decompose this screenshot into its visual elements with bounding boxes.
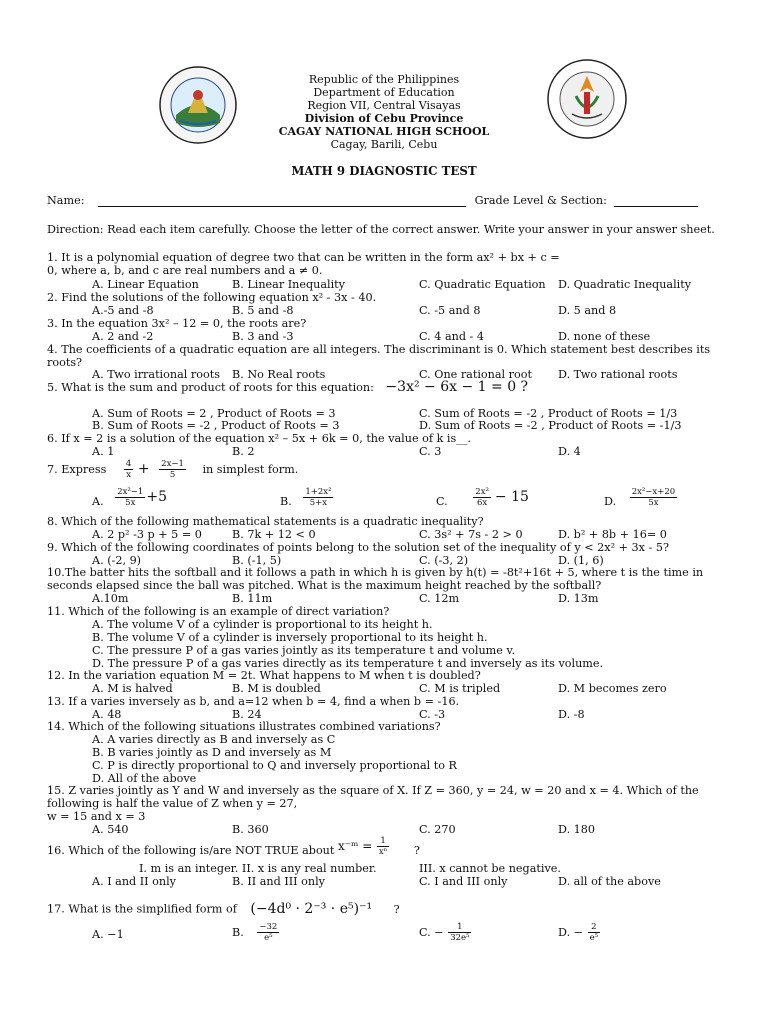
q15-choice-c[interactable]: C. 270 xyxy=(419,823,456,836)
q16-eq-fraction: $\frac{1}{\text{xⁿ}}$ xyxy=(378,836,388,857)
q2-choice-b[interactable]: B. 5 and -8 xyxy=(232,304,294,317)
q9-choice-c[interactable]: C. (-3, 2) xyxy=(419,554,469,567)
q14-choice-a[interactable]: A. A varies directly as B and inversely as C xyxy=(92,733,336,746)
q11-choice-c[interactable]: C. The pressure P of a gas varies jointly as its temperature t and volume v. xyxy=(92,644,516,657)
q16-choice-d[interactable]: D. all of the above xyxy=(558,875,661,888)
q16-statement-3: III. x cannot be negative. xyxy=(419,862,561,875)
q17-expression: (−4d⁰ · 2⁻³ · e⁵)⁻¹ xyxy=(250,900,373,917)
q13-choice-b[interactable]: B. 24 xyxy=(232,708,262,721)
q5-choice-c[interactable]: C. Sum of Roots = -2 , Product of Roots = 1/3 xyxy=(419,407,678,420)
q10-choice-d[interactable]: D. 13m xyxy=(558,592,599,605)
grade-label: Grade Level & Section: xyxy=(474,194,607,207)
q7-suffix: in simplest form. xyxy=(202,463,299,476)
q3-choice-a[interactable]: A. 2 and -2 xyxy=(92,330,154,343)
q16-qmark: ? xyxy=(413,844,420,857)
q11-choice-b[interactable]: B. The volume V of a cylinder is inversely proportional to its height h. xyxy=(92,631,488,644)
q6-choice-b[interactable]: B. 2 xyxy=(232,445,255,458)
header-address: Cagay, Barili, Cebu xyxy=(330,138,438,151)
q17-choice-d[interactable]: D. − $\frac{2}{\text{e⁵}}$ xyxy=(558,922,599,943)
question-14: 14. Which of the following situations illustrates combined variations? xyxy=(47,720,441,733)
question-15: 15. Z varies jointly as Y and W and inversely as the square of X. If Z = 360, y = 24, w = 20 and x = 4. Which of the following is half the value of Z when y = 27, xyxy=(47,784,699,810)
q10-choice-a[interactable]: A.10m xyxy=(92,592,129,605)
q6-choice-c[interactable]: C. 3 xyxy=(419,445,442,458)
q1-choice-a[interactable]: A. Linear Equation xyxy=(92,278,199,291)
q12-choice-d[interactable]: D. M becomes zero xyxy=(558,682,667,695)
q9-choice-d[interactable]: D. (1, 6) xyxy=(558,554,604,567)
direction-text: Direction: Read each item carefully. Choose the letter of the correct answer. Write your answer in your answer sheet. xyxy=(47,223,715,236)
q13-choice-d[interactable]: D. -8 xyxy=(558,708,585,721)
school-seal-logo xyxy=(546,58,628,140)
header-department: Department of Education xyxy=(313,86,455,99)
question-12: 12. In the variation equation M = 2t. What happens to M when t is doubled? xyxy=(47,669,481,682)
q7-fraction-2: $\frac{2x-1}{5}$ xyxy=(161,459,184,480)
q13-choice-a[interactable]: A. 48 xyxy=(92,708,122,721)
q2-choice-d[interactable]: D. 5 and 8 xyxy=(558,304,617,317)
q3-choice-c[interactable]: C. 4 and - 4 xyxy=(419,330,484,343)
q5-choice-b[interactable]: B. Sum of Roots = -2 , Product of Roots = 3 xyxy=(92,419,340,432)
q1-choice-c[interactable]: C. Quadratic Equation xyxy=(419,278,546,291)
question-2: 2. Find the solutions of the following equation x² - 3x - 40. xyxy=(47,291,377,304)
q15-choice-b[interactable]: B. 360 xyxy=(232,823,269,836)
q4-choice-a[interactable]: A. Two irrational roots xyxy=(92,368,220,381)
q5-text: 5. What is the sum and product of roots for this equation: xyxy=(47,381,374,394)
q1-choice-b[interactable]: B. Linear Inequality xyxy=(232,278,345,291)
grade-field[interactable] xyxy=(614,195,698,207)
q2-choice-a[interactable]: A.-5 and -8 xyxy=(92,304,154,317)
q3-choice-d[interactable]: D. none of these xyxy=(558,330,651,343)
q7-choice-c[interactable]: C. $\frac{\text{2x²}}{6x}$ − 15 xyxy=(436,487,529,508)
q16-statement-1-2: I. m is an integer. II. x is any real number. xyxy=(139,862,377,875)
question-15-line2: w = 15 and x = 3 xyxy=(47,810,146,823)
q12-choice-b[interactable]: B. M is doubled xyxy=(232,682,321,695)
q17-text: 17. What is the simplified form of xyxy=(47,902,237,916)
q15-choice-a[interactable]: A. 540 xyxy=(92,823,129,836)
q7-choice-a[interactable]: A. $\frac{\text{2x²−1}}{5x}$ +5 xyxy=(92,487,167,508)
division-seal-logo xyxy=(158,65,238,145)
q16-text: 16. Which of the following is/are NOT TRUE about xyxy=(47,844,335,857)
q8-choice-d[interactable]: D. b² + 8b + 16= 0 xyxy=(558,528,667,541)
q5-choice-d[interactable]: D. Sum of Roots = -2 , Product of Roots = -1/3 xyxy=(419,419,682,432)
question-11: 11. Which of the following is an example of direct variation? xyxy=(47,605,390,618)
q5-choice-a[interactable]: A. Sum of Roots = 2 , Product of Roots = 3 xyxy=(92,407,336,420)
q10-choice-c[interactable]: C. 12m xyxy=(419,592,460,605)
q16-choice-a[interactable]: A. I and II only xyxy=(92,875,176,888)
question-6: 6. If x = 2 is a solution of the equation x² – 5x + 6k = 0, the value of k is__. xyxy=(47,432,471,445)
q5-equation: −3x² − 6x − 1 = 0 ? xyxy=(385,379,529,395)
q9-choice-a[interactable]: A. (-2, 9) xyxy=(92,554,142,567)
q17-choice-c[interactable]: C. − $\frac{1}{\text{32e⁵}}$ xyxy=(419,922,470,943)
q7-prefix: 7. Express xyxy=(47,463,107,476)
q14-choice-d[interactable]: D. All of the above xyxy=(92,772,197,785)
q2-choice-c[interactable]: C. -5 and 8 xyxy=(419,304,481,317)
q7-fraction-1: $\frac{4}{x}$ xyxy=(125,459,132,480)
question-4: 4. The coefficients of a quadratic equation are all integers. The discriminant is 0. Which statement best describes its roots? xyxy=(47,343,711,369)
q7-choice-b[interactable]: B. $\frac{\text{1+2x²}}{5+x}$ xyxy=(280,487,332,508)
q4-choice-b[interactable]: B. No Real roots xyxy=(232,368,326,381)
header-region: Region VII, Central Visayas xyxy=(307,99,461,112)
q17-choice-b[interactable]: B. $\frac{-32}{\text{e⁵}}$ xyxy=(232,922,278,943)
q6-choice-d[interactable]: D. 4 xyxy=(558,445,581,458)
q10-choice-b[interactable]: B. 11m xyxy=(232,592,273,605)
q16-choice-b[interactable]: B. II and III only xyxy=(232,875,325,888)
question-5 xyxy=(47,381,727,394)
q3-choice-b[interactable]: B. 3 and -3 xyxy=(232,330,294,343)
name-field[interactable] xyxy=(98,195,466,207)
question-8: 8. Which of the following mathematical statements is a quadratic inequality? xyxy=(47,515,484,528)
q12-choice-c[interactable]: C. M is tripled xyxy=(419,682,501,695)
q8-choice-a[interactable]: A. 2 p² -3 p + 5 = 0 xyxy=(92,528,202,541)
question-17 xyxy=(47,902,400,916)
q11-choice-d[interactable]: D. The pressure P of a gas varies directly as its temperature t and inversely as its volume. xyxy=(92,657,604,670)
q7-choice-d[interactable]: D. $\frac{\text{2x²−x+20}}{5x}$ xyxy=(604,487,676,508)
header-school: CAGAY NATIONAL HIGH SCHOOL xyxy=(278,125,490,138)
q4-choice-c[interactable]: C. One rational root xyxy=(419,368,532,381)
q16-choice-c[interactable]: C. I and III only xyxy=(419,875,508,888)
q17-choice-a[interactable]: A. −1 xyxy=(92,928,124,941)
q1-choice-d[interactable]: D. Quadratic Inequality xyxy=(558,278,692,291)
question-7 xyxy=(47,459,298,480)
q14-choice-c[interactable]: C. P is directly proportional to Q and inversely proportional to R xyxy=(92,759,457,772)
q8-choice-b[interactable]: B. 7k + 12 < 0 xyxy=(232,528,316,541)
q17-qmark: ? xyxy=(393,902,400,916)
question-13: 13. If a varies inversely as b, and a=12 when b = 4, find a when b = -16. xyxy=(47,695,460,708)
q15-choice-d[interactable]: D. 180 xyxy=(558,823,596,836)
q6-choice-a[interactable]: A. 1 xyxy=(92,445,115,458)
q12-choice-a[interactable]: A. M is halved xyxy=(92,682,173,695)
question-9: 9. Which of the following coordinates of points belong to the solution set of the inequality of y < 2x² + 3x - 5? xyxy=(47,541,669,554)
header-division: Division of Cebu Province xyxy=(304,112,464,125)
test-title: MATH 9 DIAGNOSTIC TEST xyxy=(291,164,477,178)
q8-choice-c[interactable]: C. 3s² + 7s - 2 > 0 xyxy=(419,528,523,541)
name-row xyxy=(47,194,698,207)
q14-choice-b[interactable]: B. B varies jointly as D and inversely as M xyxy=(92,746,332,759)
header-republic: Republic of the Philippines xyxy=(308,73,460,86)
q9-choice-b[interactable]: B. (-1, 5) xyxy=(232,554,282,567)
question-10: 10.The batter hits the softball and it follows a path in which h is given by h(t) = -8t²+16t + 5, where t is the time in seconds elapsed since the ball was pitched. What is the maximum height reached by the softball? xyxy=(47,566,704,592)
question-16 xyxy=(47,836,420,857)
q4-choice-d[interactable]: D. Two rational roots xyxy=(558,368,678,381)
q16-eq-left: x⁻ᵐ = xyxy=(337,839,373,853)
question-3: 3. In the equation 3x² – 12 = 0, the roots are? xyxy=(47,317,307,330)
q7-plus: + xyxy=(137,461,150,477)
q13-choice-c[interactable]: C. -3 xyxy=(419,708,446,721)
q11-choice-a[interactable]: A. The volume V of a cylinder is proportional to its height h. xyxy=(92,618,433,631)
name-label: Name: xyxy=(47,194,85,207)
question-1: 1. It is a polynomial equation of degree two that can be written in the form ax² + bx + c = 0, where a, b, and c are real numbers and a ≠ 0. xyxy=(47,251,560,277)
